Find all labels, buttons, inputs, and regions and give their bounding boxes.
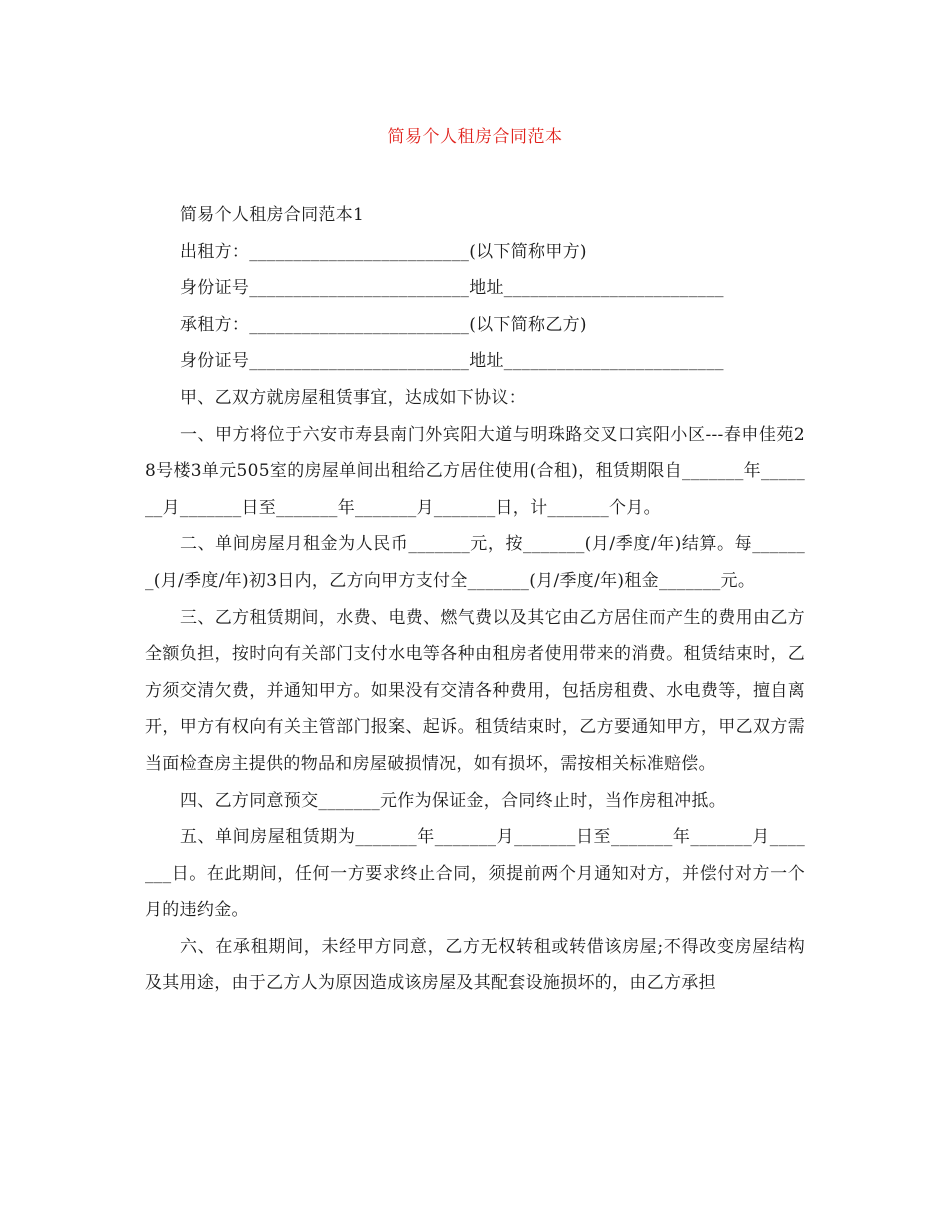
clause-1: 一、甲方将位于六安市寿县南门外宾阳大道与明珠路交叉口宾阳小区---春申佳苑28号楼3单元505室的房屋单间出租给乙方居住使用(合租)，租赁期限自_______年_______月_______日至_______年_______月_______日，计_______个月。 [145,424,805,518]
contract-subtitle: 简易个人租房合同范本1 [180,205,365,225]
clause-2: 二、单间房屋月租金为人民币_______元，按_______(月/季度/年)结算。每_______(月/季度/年)初3日内，乙方向甲方支付全_______(月/季度/年)租金_______元。 [145,534,805,591]
agreement-intro: 甲、乙双方就房屋租赁事宜，达成如下协议： [180,387,526,408]
clause-4: 四、乙方同意预交_______元作为保证金，合同终止时，当作房租冲抵。 [180,790,726,811]
clause-6: 六、在承租期间，未经甲方同意，乙方无权转租或转借该房屋;不得改变房屋结构及其用途，由于乙方人为原因造成该房屋及其配套设施损坏的，由乙方承担 [145,936,805,994]
clause-5: 五、单间房屋租赁期为_______年_______月_______日至_______年_______月_______日。在此期间，任何一方要求终止合同，须提前两个月通知对方，并偿付对方一个月的违约金。 [145,827,805,921]
document-body [145,197,805,1002]
lessor-id-line: 身份证号_________________________地址_________________________ [180,278,724,299]
document-title: 简易个人租房合同范本 [387,127,563,147]
lessee-line: 承租方：_________________________(以下简称乙方) [180,314,587,335]
lessee-id-line: 身份证号_________________________地址_________________________ [180,351,724,372]
lessor-line: 出租方：_________________________(以下简称甲方) [180,241,587,262]
clause-3: 三、乙方租赁期间，水费、电费、燃气费以及其它由乙方居住而产生的费用由乙方全额负担，按时向有关部门支付水电等各种由租房者使用带来的消费。租赁结束时，乙方须交清欠费，并通知甲方。如果没有交清各种费用，包括房租费、水电费等，擅自离开，甲方有权向有关主管部门报案、起诉。租赁结束时，乙方要通知甲方，甲乙双方需当面检查房主提供的物品和房屋破损情况，如有损坏，需按相关标准赔偿。 [145,607,805,774]
